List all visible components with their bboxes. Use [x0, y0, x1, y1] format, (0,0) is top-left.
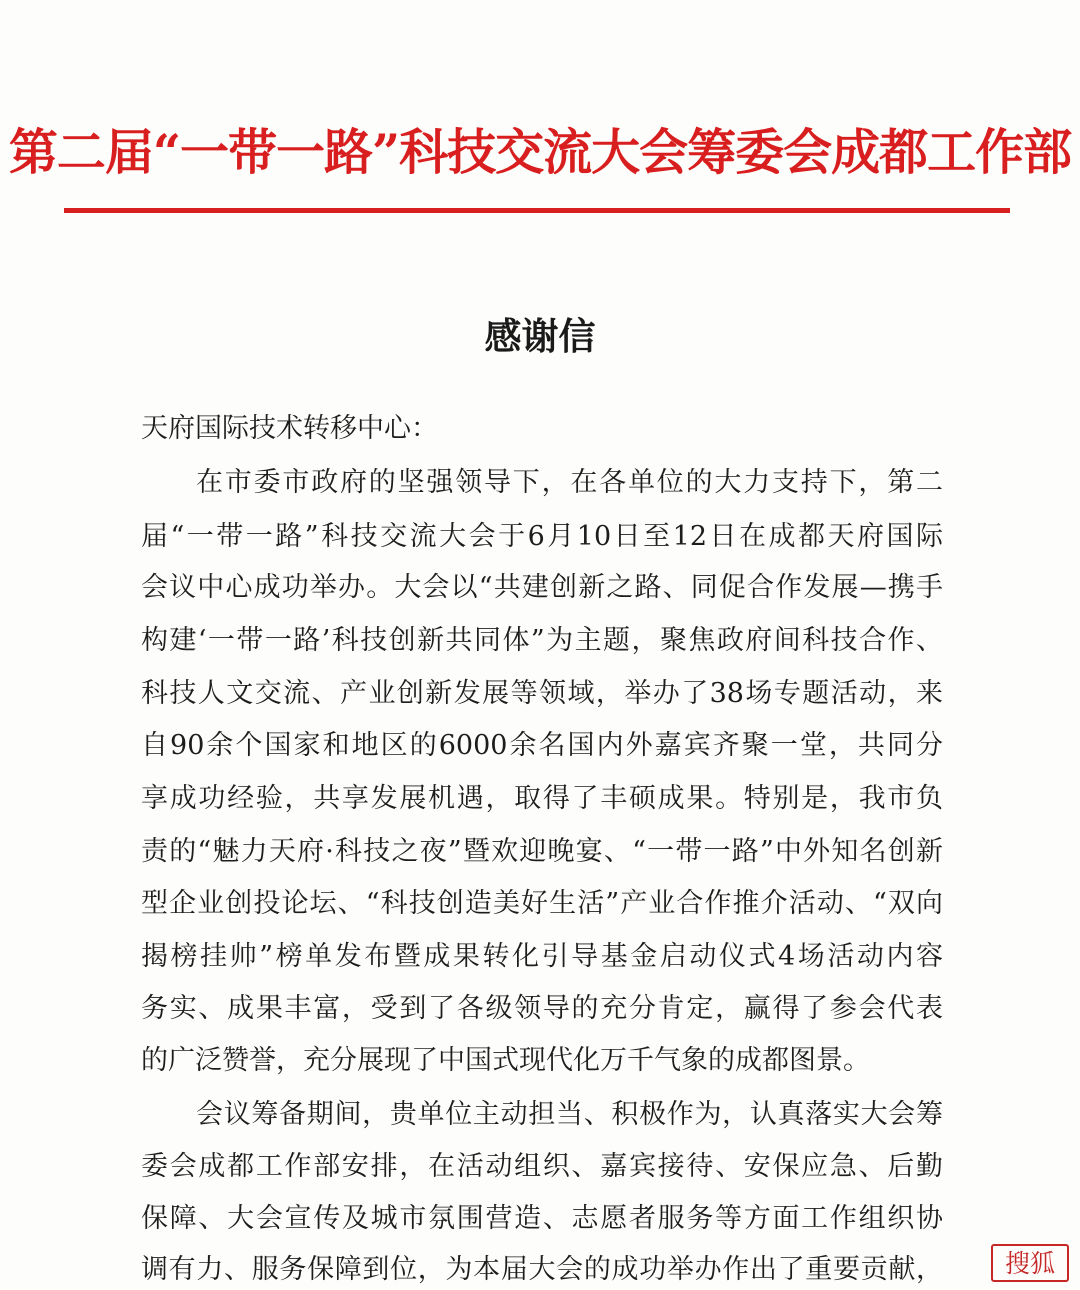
body-line: 委会成都工作部安排，在活动组织、嘉宾接待、安保应急、后勤	[141, 1151, 943, 1182]
body-line: 责的“魅力天府·科技之夜”暨欢迎晚宴、“一带一路”中外知名创新	[141, 836, 943, 867]
body-line: 会议筹备期间，贵单位主动担当、积极作为，认真落实大会筹	[196, 1099, 943, 1130]
body-line: 会议中心成功举办。大会以“共建创新之路、同促合作发展—携手	[141, 572, 943, 603]
body-line: 享成功经验，共享发展机遇，取得了丰硕成果。特别是，我市负	[141, 783, 943, 814]
body-line: 在市委市政府的坚强领导下，在各单位的大力支持下，第二	[196, 467, 943, 498]
salutation: 天府国际技术转移中心：	[141, 413, 438, 444]
body-line: 揭榜挂帅”榜单发布暨成果转化引导基金启动仪式4场活动内容	[141, 941, 943, 972]
body-line: 的广泛赞誉，充分展现了中国式现代化万千气象的成都图景。	[141, 1045, 870, 1076]
body-line: 保障、大会宣传及城市氛围营造、志愿者服务等方面工作组织协	[141, 1203, 943, 1234]
letterhead-title: 第二届“一带一路”科技交流大会筹委会成都工作部	[8, 123, 1072, 181]
body-line: 构建‘一带一路’科技创新共同体”为主题，聚焦政府间科技合作、	[141, 625, 943, 656]
body-line: 科技人文交流、产业创新发展等领域，举办了38场专题活动，来	[141, 678, 943, 709]
body-line: 型企业创投论坛、“科技创造美好生活”产业合作推介活动、“双向	[141, 888, 943, 919]
body-line: 届“一带一路”科技交流大会于6月10日至12日在成都天府国际	[141, 521, 943, 552]
watermark-seal: 搜狐	[991, 1244, 1069, 1282]
body-line: 务实、成果丰富，受到了各级领导的充分肯定，赢得了参会代表	[141, 993, 943, 1024]
body-line: 调有力、服务保障到位，为本届大会的成功举办作出了重要贡献，	[141, 1254, 943, 1285]
body-line: 自90余个国家和地区的6000余名国内外嘉宾齐聚一堂，共同分	[141, 730, 943, 761]
letterhead-divider	[64, 208, 1010, 213]
letter-title: 感谢信	[484, 314, 596, 358]
